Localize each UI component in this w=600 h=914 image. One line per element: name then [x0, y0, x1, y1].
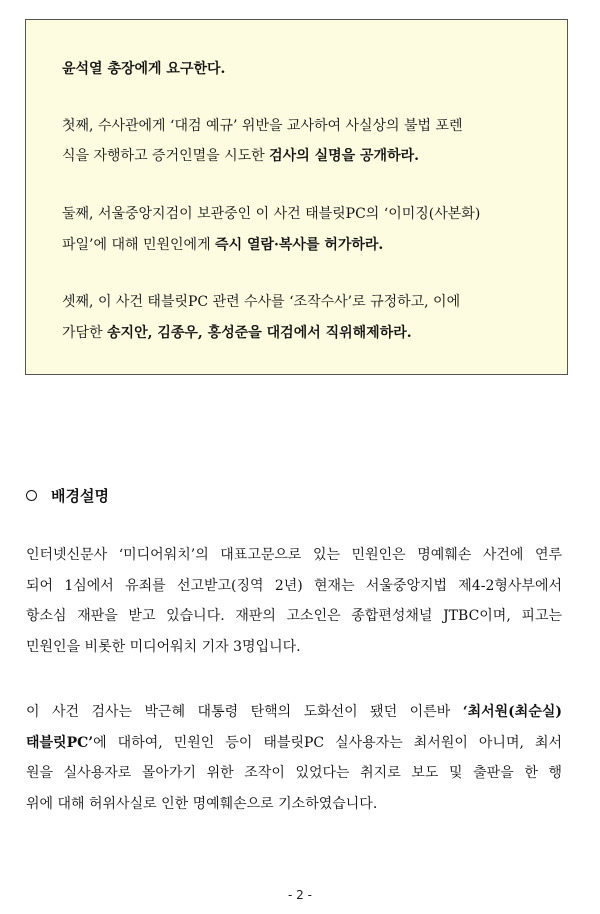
paragraph-1-line-3: 항소심 재판을 받고 있습니다. 재판의 고소인은 종합편성채널 JTBC이며, 피고는: [26, 608, 562, 624]
page-number: - 2 -: [288, 888, 312, 902]
circle-bullet-icon: [26, 490, 37, 501]
demand-title: 윤석열 총장에게 요구한다.: [62, 61, 226, 77]
demand-item-3-line-1: 셋째, 이 사건 태블릿PC 관련 수사를 ‘조작수사’로 규정하고, 이에: [62, 294, 461, 310]
paragraph-1-line-1: 인터넷신문사 ‘미디어워치’의 대표고문으로 있는 민원인은 명예훼손 사건에 연루: [26, 547, 562, 563]
demand-item-1-line-2: 식을 자행하고 증거인멸을 시도한 검사의 실명을 공개하라.: [62, 148, 420, 164]
paragraph-2-line-2: 태블릿PC’에 대하여, 민원인 등이 태블릿PC 실사용자는 최서원이 아니며, 최서: [26, 735, 562, 751]
demand-box: [25, 19, 568, 375]
demand-item-3-line-2: 가담한 송지안, 김종우, 홍성준을 대검에서 직위해제하라.: [62, 325, 412, 341]
demand-item-2-line-2: 파일’에 대해 민원인에게 즉시 열람·복사를 허가하라.: [62, 237, 384, 253]
paragraph-1-line-2: 되어 1심에서 유죄를 선고받고(징역 2년) 현재는 서울중앙지법 제4-2형사부에서: [26, 578, 562, 594]
section-heading-text: 배경설명: [51, 487, 109, 505]
section-heading: [26, 485, 109, 506]
demand-item-2-line-1: 둘째, 서울중앙지검이 보관중인 이 사건 태블릿PC의 ‘이미징(사본화): [62, 206, 481, 222]
demand-item-1-line-1: 첫째, 수사관에게 ‘대검 예규’ 위반을 교사하여 사실상의 불법 포렌: [62, 118, 463, 134]
paragraph-2-line-1: 이 사건 검사는 박근혜 대통령 탄핵의 도화선이 됐던 이른바 ‘최서원(최순실): [26, 704, 562, 720]
paragraph-2-line-3: 원을 실사용자로 몰아가기 위한 조작이 있었다는 취지로 보도 및 출판을 한 행: [26, 765, 562, 781]
paragraph-1-line-4: 민원인을 비롯한 미디어워치 기자 3명입니다.: [26, 639, 301, 655]
paragraph-2-line-4: 위에 대해 허위사실로 인한 명예훼손으로 기소하였습니다.: [26, 796, 378, 812]
